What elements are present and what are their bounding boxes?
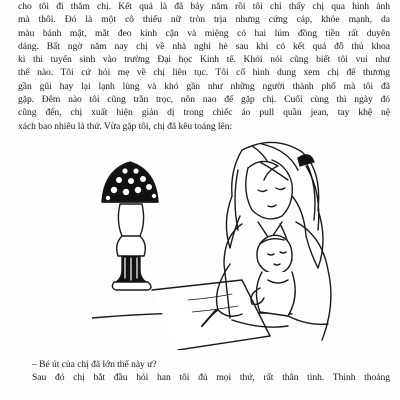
top-paragraph	[18, 0, 390, 133]
woman-with-child-drawing-illustration	[92, 140, 372, 350]
text-line: kì thi tuyển sinh vào trường Đại học Kinh tế. Khỏi nói cũng biết tôi vui như	[18, 54, 390, 66]
text-line: màu bánh mật, mắt đeo kính cận và miệng có hai lúm đồng tiền rất duyên	[18, 27, 390, 39]
text-line: gặp. Đêm nào tôi cũng trằn trọc, nôn nao để gặp chị. Cuối cùng thì ngày đó	[18, 94, 390, 106]
text-line: cho tôi đi thăm chị. Kết quả là đã bảy năm rồi tôi chỉ thấy chị qua hình ảnh	[18, 1, 390, 12]
text-line: gần gũi hay lại lạnh lùng và khó gần như những người thành phố mà tôi đã	[18, 80, 390, 92]
text-line: – Bé út của chị đã lớn thế này ư?	[32, 359, 157, 370]
child-illustration	[251, 235, 295, 316]
bottom-paragraph	[18, 358, 390, 385]
text-line: thế nào. Tôi cứ hỏi mẹ về chị liên tục. Tôi cố hình dung xem chị để thương	[18, 67, 390, 79]
text-line: mà thôi. Đó là một cô thiếu nữ tròn trịa nhưng cứng cáp, khỏe mạnh, da	[18, 14, 390, 26]
text-line: Sau đó chị bắt đầu hỏi han tôi đủ mọi thứ, rất thân tình. Thỉnh thoảng	[32, 372, 390, 384]
lamp-illustration	[102, 162, 158, 290]
text-line: xách bao nhiêu là thứ. Vừa gặp tôi, chị đã kêu toáng lên:	[18, 120, 233, 132]
text-line: cũng đến, chị xuất hiện giản dị trong chiếc áo pull quần jean, tay khệ nệ	[18, 107, 390, 119]
text-line: dáng. Bất ngờ năm nay chị về nhà nghỉ hè sau khi có kết quả đỗ thủ khoa	[18, 40, 390, 52]
